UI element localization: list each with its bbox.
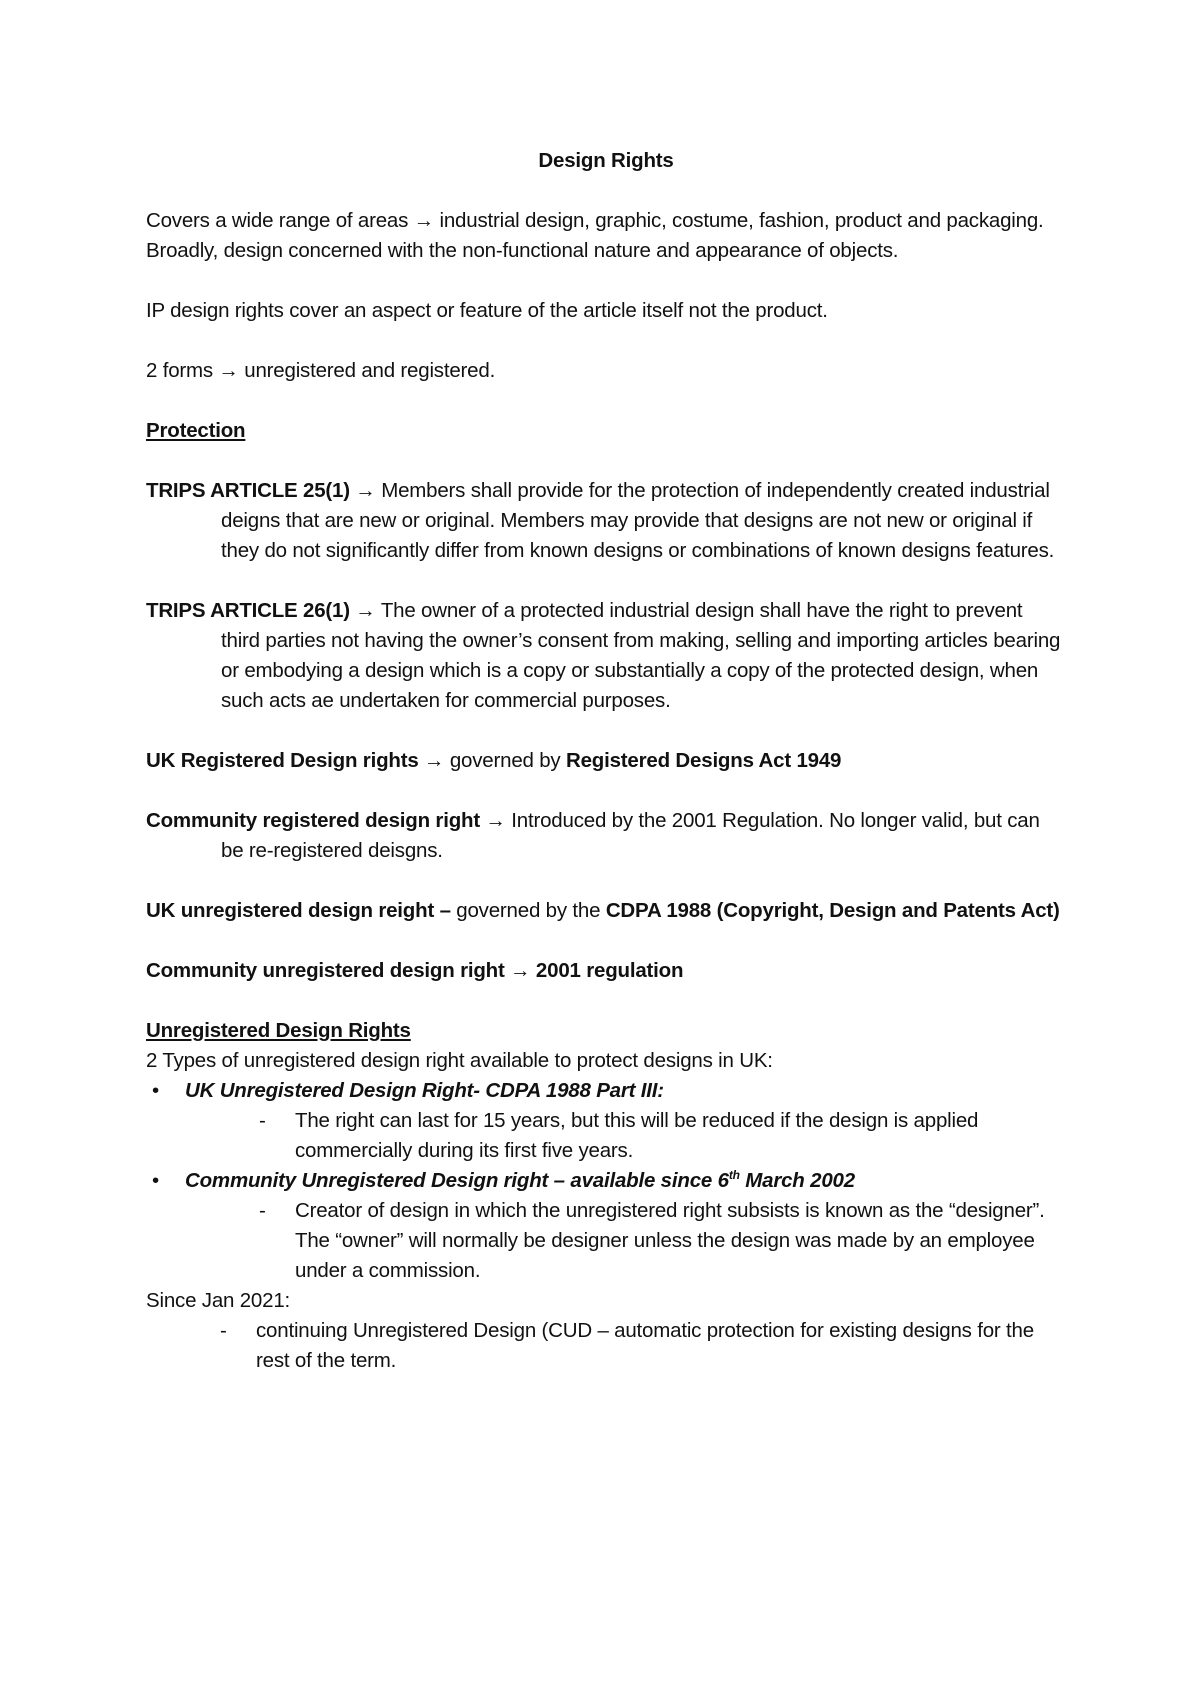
dash-icon: - bbox=[259, 1199, 266, 1222]
uk-unregistered-type-detail: The right can last for 15 years, but this will be reduced if the design is applied commercially during its first five years. bbox=[295, 1109, 979, 1162]
community-unregistered-paragraph bbox=[146, 956, 1066, 986]
list-item bbox=[146, 1076, 1066, 1166]
arrow-icon: → bbox=[510, 959, 531, 982]
uk-unregistered-text: governed by the bbox=[456, 899, 606, 922]
uk-unregistered-act: CDPA 1988 (Copyright, Design and Patents Act) bbox=[605, 899, 1060, 922]
trips-26-paragraph bbox=[146, 596, 1066, 716]
uk-registered-label: UK Registered Design rights bbox=[146, 749, 419, 772]
ordinal-suffix: th bbox=[728, 1168, 740, 1183]
dash-icon: - bbox=[259, 1109, 266, 1132]
arrow-icon: → bbox=[485, 809, 506, 832]
sub-list bbox=[185, 1196, 1066, 1286]
community-unregistered-type-detail: Creator of design in which the unregistered right subsists is known as the “designer”. The “owner” will normally be designer unless the design was made by an employee under a commission. bbox=[295, 1199, 1045, 1282]
trips-25-text: Members shall provide for the protection of independently created industrial deigns that are new or original. Members may provide that designs are not new or original if they do not significantly differ from known designs or combinations of known designs features. bbox=[221, 479, 1055, 562]
unregistered-intro: 2 Types of unregistered design right available to protect designs in UK: bbox=[146, 1049, 773, 1072]
uk-registered-act: Registered Designs Act 1949 bbox=[565, 749, 842, 772]
since-list bbox=[146, 1316, 1066, 1376]
community-type-title-start: Community Unregistered Design right – available since 6 bbox=[185, 1169, 729, 1192]
uk-unregistered-type-title: UK Unregistered Design Right- CDPA 1988 Part III: bbox=[185, 1079, 664, 1102]
unregistered-types-list bbox=[146, 1076, 1066, 1286]
intro-text-end: industrial design, graphic, costume, fashion, product and packaging. Broadly, design concerned with the non-functional nature and appearance of objects. bbox=[146, 209, 1044, 262]
community-unregistered-label: Community unregistered design right bbox=[146, 959, 511, 982]
bullet-icon: • bbox=[152, 1079, 159, 1102]
forms-text-end: unregistered and registered. bbox=[238, 359, 496, 382]
community-registered-text: Introduced by the 2001 Regulation. No longer valid, but can be re-registered deisgns. bbox=[221, 809, 1040, 862]
trips-25-label: TRIPS ARTICLE 25(1) bbox=[146, 479, 350, 502]
protection-heading: Protection bbox=[146, 419, 246, 442]
uk-registered-paragraph bbox=[146, 746, 1066, 776]
intro-text-start: Covers a wide range of areas bbox=[146, 209, 414, 232]
community-unregistered-text: 2001 regulation bbox=[530, 959, 684, 982]
trips-26-text: The owner of a protected industrial design shall have the right to prevent third parties not having the owner’s consent from making, selling and importing articles bearing or embodying a design which is a copy or substantially a copy of the protected design, when such acts ae undertaken for commercial purposes. bbox=[221, 599, 1061, 712]
arrow-icon: → bbox=[413, 209, 434, 232]
list-item bbox=[259, 1196, 1066, 1286]
since-item-text: continuing Unregistered Design (CUD – automatic protection for existing designs for the rest of the term. bbox=[256, 1319, 1034, 1372]
list-item bbox=[259, 1106, 1066, 1166]
community-registered-paragraph bbox=[146, 806, 1066, 866]
intro-paragraph bbox=[146, 206, 1066, 266]
list-item bbox=[146, 1166, 1066, 1286]
trips-26-label: TRIPS ARTICLE 26(1) bbox=[146, 599, 350, 622]
community-type-title-end: March 2002 bbox=[739, 1169, 855, 1192]
ip-design-paragraph: IP design rights cover an aspect or feature of the article itself not the product. bbox=[146, 299, 828, 322]
list-item bbox=[220, 1316, 1066, 1376]
unregistered-heading: Unregistered Design Rights bbox=[146, 1019, 411, 1042]
uk-unregistered-paragraph bbox=[146, 896, 1066, 926]
trips-25-paragraph bbox=[146, 476, 1066, 566]
arrow-icon: → bbox=[424, 749, 445, 772]
uk-registered-text: governed by bbox=[444, 749, 566, 772]
community-unregistered-type-title bbox=[185, 1169, 855, 1192]
sub-list bbox=[185, 1106, 1066, 1166]
dash-icon: - bbox=[220, 1319, 227, 1342]
arrow-icon: → bbox=[355, 599, 376, 622]
arrow-icon: → bbox=[218, 359, 239, 382]
community-registered-label: Community registered design right bbox=[146, 809, 480, 832]
document-title: Design Rights bbox=[538, 149, 674, 172]
document-body bbox=[146, 146, 1066, 1376]
forms-text-start: 2 forms bbox=[146, 359, 219, 382]
bullet-icon: • bbox=[152, 1169, 159, 1192]
arrow-icon: → bbox=[355, 479, 376, 502]
forms-paragraph bbox=[146, 356, 1066, 386]
since-heading: Since Jan 2021: bbox=[146, 1289, 291, 1312]
uk-unregistered-label: UK unregistered design reight – bbox=[146, 899, 457, 922]
